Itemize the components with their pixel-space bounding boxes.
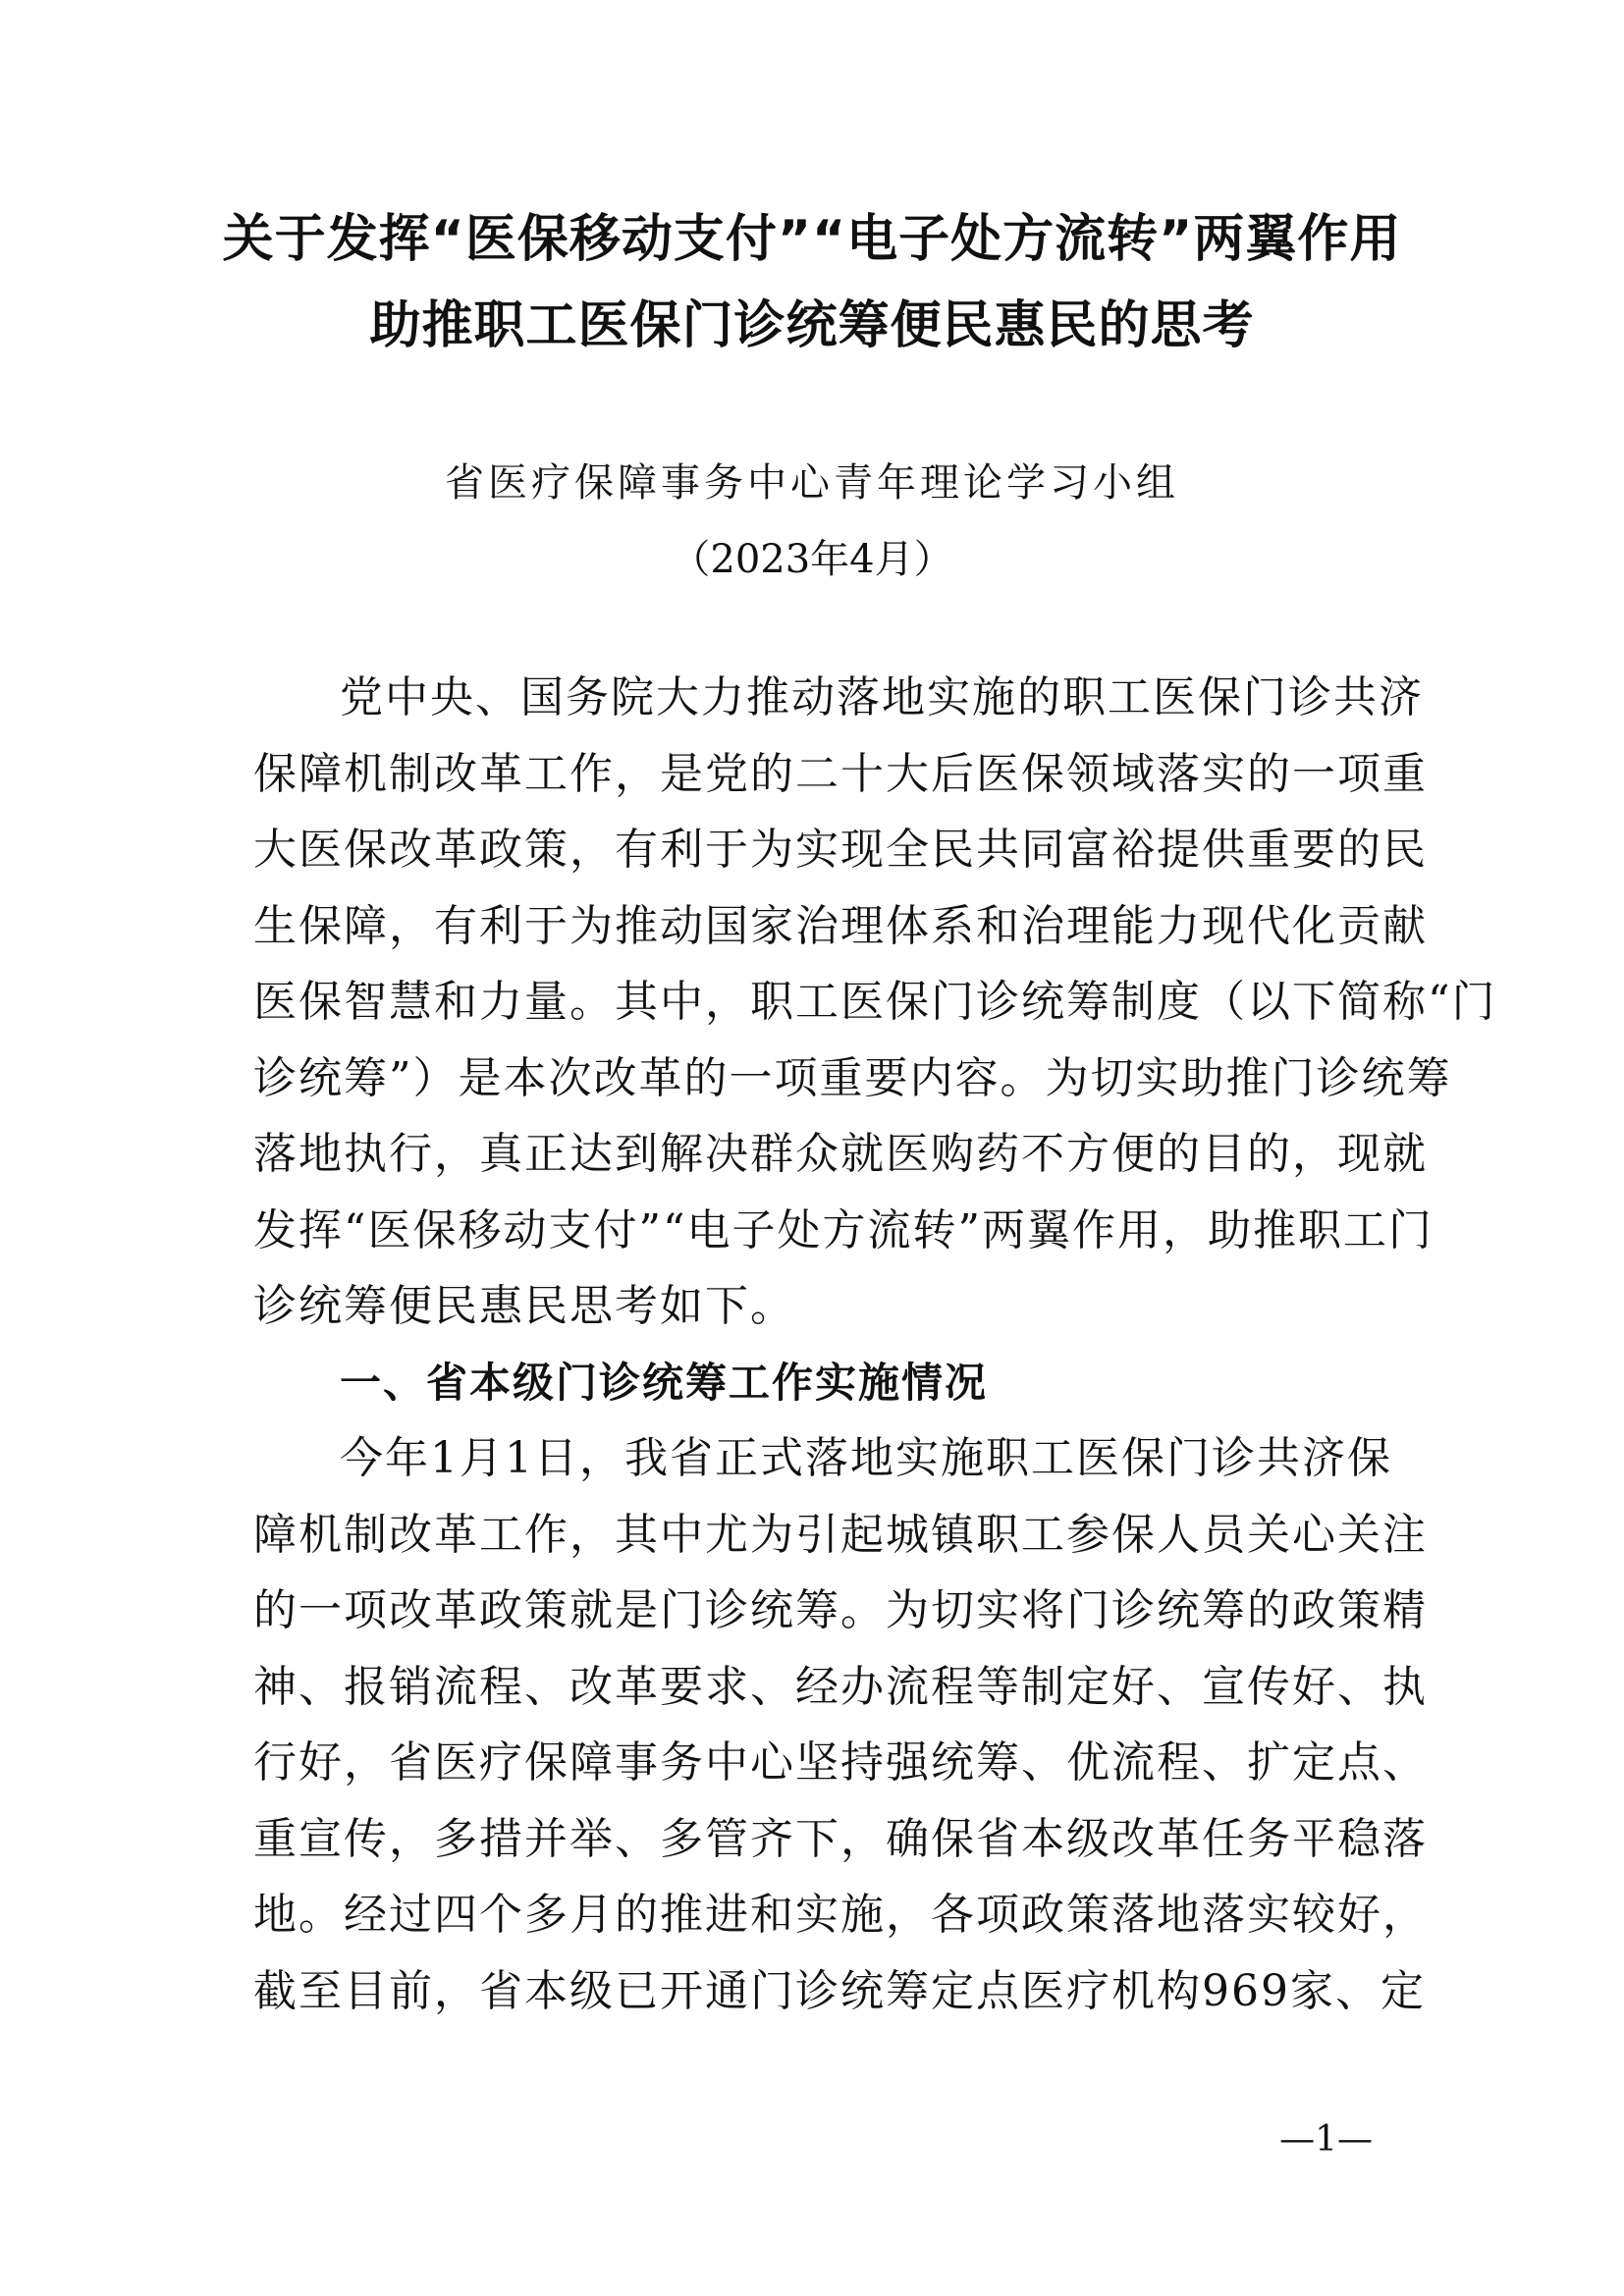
paragraph-line: 诊统筹便民惠民思考如下。 — [253, 1281, 795, 1331]
document-date: （2023年4月） — [671, 537, 953, 582]
document-title-line-2: 助推职工医保门诊统筹便民惠民的思考 — [369, 296, 1255, 355]
section-heading: 一、省本级门诊统筹工作实施情况 — [340, 1358, 989, 1407]
paragraph-line: 重宣传，多措并举、多管齐下，确保省本级改革任务平稳落 — [253, 1813, 1428, 1864]
paragraph-line: 的一项改革政策就是门诊统筹。为切实将门诊统筹的政策精 — [253, 1585, 1428, 1635]
paragraph-line: 行好，省医疗保障事务中心坚持强统筹、优流程、扩定点、 — [253, 1737, 1428, 1788]
document-body — [253, 660, 1497, 2029]
paragraph-line: 诊统筹”）是本次改革的一项重要内容。为切实助推门诊统筹 — [253, 1052, 1452, 1103]
paragraph-line: 发挥“医保移动支付”“电子处方流转”两翼作用，助推职工门 — [253, 1204, 1434, 1255]
paragraph-line: 医保智慧和力量。其中，职工医保门诊统筹制度（以下简称“门 — [253, 977, 1497, 1027]
paragraph-line: 落地执行，真正达到解决群众就医购药不方便的目的，现就 — [253, 1129, 1428, 1179]
paragraph-line: 截至目前，省本级已开通门诊统筹定点医疗机构969家、定 — [253, 1965, 1426, 2016]
paragraph-line: 党中央、国务院大力推动落地实施的职工医保门诊共济 — [340, 672, 1424, 722]
paragraph-line: 保障机制改革工作，是党的二十大后医保领域落实的一项重 — [253, 748, 1428, 799]
paragraph-line: 今年1月1日，我省正式落地实施职工医保门诊共济保 — [340, 1433, 1392, 1483]
page-number: —1— — [1279, 2119, 1373, 2160]
paragraph-line: 障机制改革工作，其中尤为引起城镇职工参保人员关心关注 — [253, 1509, 1428, 1560]
paragraph-line: 大医保改革政策，有利于为实现全民共同富裕提供重要的民 — [253, 825, 1428, 875]
paragraph-line: 神、报销流程、改革要求、经办流程等制定好、宣传好、执 — [253, 1661, 1428, 1712]
paragraph-line: 生保障，有利于为推动国家治理体系和治理能力现代化贡献 — [253, 900, 1428, 951]
document-title-line-1: 关于发挥“医保移动支付”“电子处方流转”两翼作用 — [222, 210, 1402, 269]
document-author: 省医疗保障事务中心青年理论学习小组 — [445, 460, 1179, 506]
paragraph-line: 地。经过四个多月的推进和实施，各项政策落地落实较好， — [253, 1890, 1428, 1940]
